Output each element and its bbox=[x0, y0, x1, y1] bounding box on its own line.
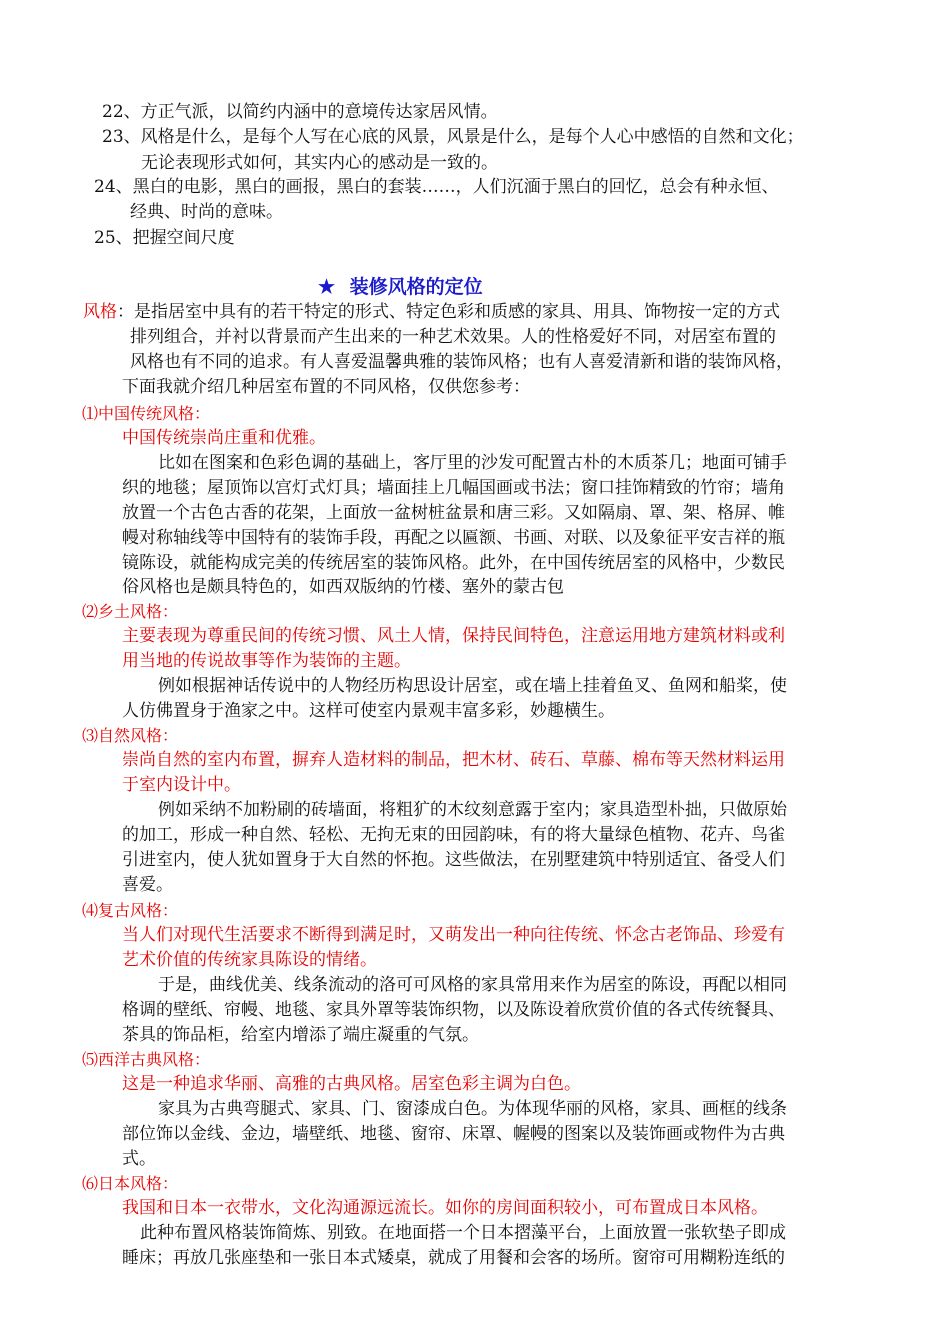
style-body-line: 的加工，形成一种自然、轻松、无拘无束的田园韵味，有的将大量绿色植物、花卉、鸟雀 bbox=[122, 825, 785, 845]
intro-item-22: 22、方正气派，以简约内涵中的意境传达家居风情。 bbox=[102, 102, 498, 122]
intro-item-24-cont: 经典、时尚的意味。 bbox=[130, 202, 283, 222]
star-icon: ★ bbox=[318, 276, 336, 298]
intro-item-24: 24、黑白的电影，黑白的画报，黑白的套装……，人们沉湎于黑白的回忆，总会有种永恒、 bbox=[94, 177, 779, 197]
intro-item-25: 25、把握空间尺度 bbox=[94, 228, 235, 248]
style-body-line: 例如采纳不加粉刷的砖墙面，将粗犷的木纹刻意露于室内；家具造型朴拙，只做原始 bbox=[158, 800, 787, 820]
style-body-line: 格调的壁纸、帘幔、地毯、家具外罩等装饰织物，以及陈设着欣赏价值的各式传统餐具、 bbox=[122, 1000, 785, 1020]
style-summary-line: 于室内设计中。 bbox=[122, 775, 241, 795]
style-body-line: 放置一个古色古香的花架，上面放一盆树桩盆景和唐三彩。又如隔扇、罩、架、格屏、帷 bbox=[122, 503, 785, 523]
style-body-line: 部位饰以金线、金边，墙壁纸、地毯、窗帘、床罩、幄幔的图案以及装饰画或物件为古典 bbox=[122, 1124, 785, 1144]
style-heading-rural: ⑵乡土风格： bbox=[82, 602, 179, 621]
style-heading-natural: ⑶自然风格： bbox=[82, 726, 179, 745]
definition-line-3: 风格也有不同的追求。有人喜爱温馨典雅的装饰风格；也有人喜爱清新和谐的装饰风格， bbox=[130, 352, 793, 372]
style-heading-chinese: ⑴中国传统风格： bbox=[82, 404, 211, 423]
intro-item-23: 23、风格是什么，是每个人写在心底的风景，风景是什么，是每个人心中感悟的自然和文化； bbox=[102, 127, 804, 147]
section-title bbox=[318, 272, 483, 299]
style-heading-japanese: ⑹日本风格： bbox=[82, 1174, 179, 1193]
style-summary-line: 这是一种追求华丽、高雅的古典风格。居室色彩主调为白色。 bbox=[122, 1074, 581, 1094]
style-body-line: 引进室内，使人犹如置身于大自然的怀抱。这些做法，在别墅建筑中特别适宜、备受人们 bbox=[122, 850, 785, 870]
style-summary-line: 我国和日本一衣带水，文化沟通源远流长。如你的房间面积较小，可布置成日本风格。 bbox=[122, 1198, 768, 1218]
style-heading-western: ⑸西洋古典风格： bbox=[82, 1050, 211, 1069]
style-body-line: 睡床；再放几张座垫和一张日本式矮桌，就成了用餐和会客的场所。窗帘可用糊粉连纸的 bbox=[122, 1248, 785, 1268]
style-summary-line: 崇尚自然的室内布置，摒弃人造材料的制品，把木材、砖石、草藤、棉布等天然材料运用 bbox=[122, 750, 785, 770]
style-body-line: 俗风格也是颇具特色的，如西双版纳的竹楼、塞外的蒙古包 bbox=[122, 577, 564, 597]
definition-line-2: 排列组合，并衬以背景而产生出来的一种艺术效果。人的性格爱好不同，对居室布置的 bbox=[130, 327, 776, 347]
style-summary-chinese: 中国传统崇尚庄重和优雅。 bbox=[122, 428, 326, 448]
style-summary-line: 用当地的传说故事等作为装饰的主题。 bbox=[122, 651, 411, 671]
definition-text-1: ：是指居室中具有的若干特定的形式、特定色彩和质感的家具、用具、饰物按一定的方式 bbox=[117, 302, 780, 322]
style-summary-line: 当人们对现代生活要求不断得到满足时，又萌发出一种向往传统、怀念古老饰品、珍爱有 bbox=[122, 925, 785, 945]
style-body-line: 人仿佛置身于渔家之中。这样可使室内景观丰富多彩，妙趣横生。 bbox=[122, 701, 615, 721]
style-body-line: 例如根据神话传说中的人物经历构思设计居室，或在墙上挂着鱼叉、鱼网和船桨，使 bbox=[158, 676, 787, 696]
definition-label: 风格 bbox=[83, 302, 117, 322]
style-body-line: 此种布置风格装饰简炼、别致。在地面搭一个日本摺藻平台，上面放置一张软垫子即成 bbox=[140, 1223, 786, 1243]
section-title-text: 装修风格的定位 bbox=[349, 276, 483, 298]
style-body-line: 比如在图案和色彩色调的基础上，客厅里的沙发可配置古朴的木质茶几；地面可铺手 bbox=[158, 453, 787, 473]
definition-line-4: 下面我就介绍几种居室布置的不同风格，仅供您参考： bbox=[122, 377, 530, 397]
style-body-line: 于是，曲线优美、线条流动的洛可可风格的家具常用来作为居室的陈设，再配以相同 bbox=[158, 975, 787, 995]
style-body-line: 式。 bbox=[122, 1149, 156, 1169]
style-summary-line: 主要表现为尊重民间的传统习惯、风土人情，保持民间特色，注意运用地方建筑材料或利 bbox=[122, 626, 785, 646]
intro-item-23-cont: 无论表现形式如何，其实内心的感动是一致的。 bbox=[141, 153, 498, 173]
style-body-line: 幔对称轴线等中国特有的装饰手段，再配之以匾额、书画、对联、以及象征平安吉祥的瓶 bbox=[122, 528, 785, 548]
style-body-line: 家具为古典弯腿式、家具、门、窗漆成白色。为体现华丽的风格，家具、画框的线条 bbox=[158, 1099, 787, 1119]
style-body-line: 织的地毯；屋顶饰以宫灯式灯具；墙面挂上几幅国画或书法；窗口挂饰精致的竹帘；墙角 bbox=[122, 478, 785, 498]
definition-line-1 bbox=[83, 300, 780, 325]
style-body-line: 茶具的饰品柜，给室内增添了端庄凝重的气氛。 bbox=[122, 1025, 479, 1045]
style-heading-retro: ⑷复古风格： bbox=[82, 901, 179, 920]
style-body-line: 喜爱。 bbox=[122, 875, 173, 895]
style-body-line: 镜陈设，就能构成完美的传统居室的装饰风格。此外，在中国传统居室的风格中，少数民 bbox=[122, 553, 785, 573]
style-summary-line: 艺术价值的传统家具陈设的情绪。 bbox=[122, 950, 377, 970]
